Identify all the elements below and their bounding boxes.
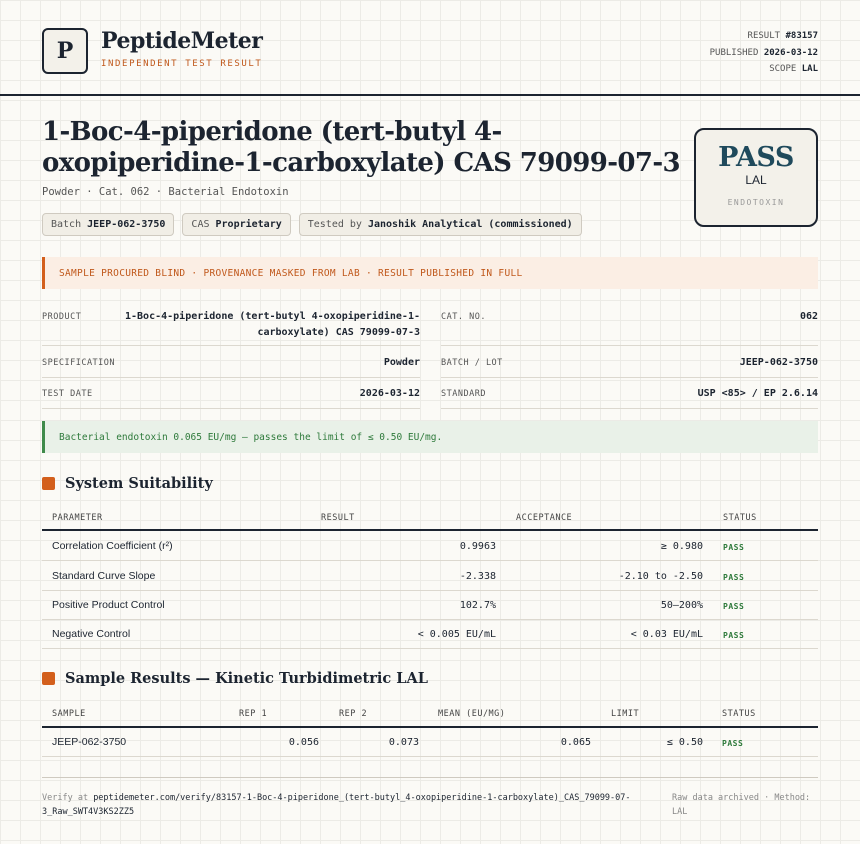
section-title: Sample Results — Kinetic Turbidimetric LAL xyxy=(65,670,428,687)
verify-link[interactable]: peptidemeter.com/verify/83157-1-Boc-4-piperidone_(tert-butyl_4-oxopiperidine-1-carboxylate)_CAS_79099-07-3_Raw_SWT4V3KS2ZZ5 xyxy=(42,793,631,817)
divider xyxy=(441,408,818,409)
column-header: STATUS xyxy=(723,513,757,523)
section-marker-icon xyxy=(42,672,55,685)
status-badge: PASS xyxy=(723,631,745,640)
column-header: REP 2 xyxy=(339,709,368,719)
column-header: PARAMETER xyxy=(52,513,103,523)
sample-cell: JEEP-062-3750 xyxy=(52,736,127,748)
column-header: MEAN (EU/MG) xyxy=(438,709,506,719)
footer-divider xyxy=(42,777,818,778)
test-date-value: 2026-03-12 xyxy=(359,388,420,399)
system-suitability-heading xyxy=(42,475,213,492)
verify-text xyxy=(42,791,652,819)
result-cell: 0.9963 xyxy=(459,541,496,552)
brand-name: PeptideMeter xyxy=(101,28,263,54)
row-divider xyxy=(42,756,818,757)
parameter-cell: Standard Curve Slope xyxy=(52,570,156,582)
chip-label: Tested by xyxy=(307,219,362,230)
verify-prefix: Verify at xyxy=(42,793,89,803)
result-label: RESULT xyxy=(747,31,781,41)
table-header-rule xyxy=(42,529,818,531)
status-badge: PASS xyxy=(723,543,745,552)
acceptance-cell: -2.10 to -2.50 xyxy=(618,571,703,582)
verdict-tag: ENDOTOXIN xyxy=(727,198,785,207)
column-header: LIMIT xyxy=(611,709,640,719)
divider xyxy=(441,377,818,378)
result-meta xyxy=(710,28,818,78)
scope-label: SCOPE xyxy=(769,64,797,74)
column-header: RESULT xyxy=(321,513,355,523)
column-header: REP 1 xyxy=(239,709,268,719)
parameter-cell: Positive Product Control xyxy=(52,599,165,611)
batch-value: JEEP-062-3750 xyxy=(739,357,818,368)
result-cell: -2.338 xyxy=(459,571,496,582)
limit-cell: ≤ 0.50 xyxy=(666,737,703,748)
cat-label: CAT. NO. xyxy=(441,312,486,322)
chip-value: Proprietary xyxy=(215,219,282,230)
section-marker-icon xyxy=(42,477,55,490)
specification-value: Powder xyxy=(383,357,420,368)
verdict-badge xyxy=(694,128,818,227)
chip-label: CAS xyxy=(191,219,210,230)
status-badge: PASS xyxy=(723,573,745,582)
status-badge: PASS xyxy=(722,739,744,748)
published-label: PUBLISHED xyxy=(709,47,759,58)
chip-label: Batch xyxy=(51,219,82,230)
table-header-rule xyxy=(42,726,818,728)
rep1-cell: 0.056 xyxy=(288,737,319,748)
tested-by-chip xyxy=(299,213,582,236)
specification-label: SPECIFICATION xyxy=(42,358,116,368)
brand-tagline: INDEPENDENT TEST RESULT xyxy=(101,59,263,69)
row-divider xyxy=(42,619,818,620)
published-date: 2026-03-12 xyxy=(763,47,818,58)
row-divider xyxy=(42,648,818,649)
test-date-label: TEST DATE xyxy=(42,389,93,399)
divider xyxy=(42,345,420,346)
acceptance-cell: ≥ 0.980 xyxy=(660,541,703,552)
column-header: ACCEPTANCE xyxy=(516,513,573,523)
sample-results-heading xyxy=(42,670,428,687)
result-cell: 102.7% xyxy=(459,600,496,611)
parameter-cell: Correlation Coefficient (r²) xyxy=(52,540,173,552)
chip-value: Janoshik Analytical (commissioned) xyxy=(367,219,573,230)
logo: P xyxy=(42,28,88,74)
standard-label: STANDARD xyxy=(441,389,486,399)
verdict-method: LAL xyxy=(745,173,767,187)
cat-value: 062 xyxy=(799,311,818,322)
result-cell: < 0.005 EU/mL xyxy=(417,629,496,640)
page-title: 1-Boc-4-piperidone (tert-butyl 4-oxopiperidine-1-carboxylate) CAS 79099-07-3 xyxy=(42,117,681,178)
product-label: PRODUCT xyxy=(42,312,82,322)
conclusion-note: Bacterial endotoxin 0.065 EU/mg — passes the limit of ≤ 0.50 EU/mg. xyxy=(42,421,818,453)
divider xyxy=(441,345,818,346)
batch-label: BATCH / LOT xyxy=(441,358,503,368)
row-divider xyxy=(42,590,818,591)
raw-data-note: Raw data archived · Method: LAL xyxy=(672,793,811,817)
divider xyxy=(42,377,420,378)
cas-chip xyxy=(182,213,290,236)
verdict-word: PASS xyxy=(718,142,794,173)
chip-row xyxy=(42,213,582,236)
product-value: 1-Boc-4-piperidone (tert-butyl 4-oxopiperidine-1-carboxylate) CAS 79099-07-3 xyxy=(124,311,420,338)
section-title: System Suitability xyxy=(65,475,213,492)
rep2-cell: 0.073 xyxy=(388,737,419,748)
scope-value: LAL xyxy=(801,64,818,74)
mean-cell: 0.065 xyxy=(560,737,591,748)
chip-value: JEEP-062-3750 xyxy=(87,219,166,230)
acceptance-cell: 50–200% xyxy=(660,600,703,611)
standard-value: USP <85> / EP 2.6.14 xyxy=(697,388,818,399)
row-divider xyxy=(42,560,818,561)
column-header: SAMPLE xyxy=(52,709,86,719)
column-header: STATUS xyxy=(722,709,756,719)
blind-sample-banner: SAMPLE PROCURED BLIND · PROVENANCE MASKED FROM LAB · RESULT PUBLISHED IN FULL xyxy=(42,257,818,289)
result-number: #83157 xyxy=(785,31,818,41)
divider xyxy=(42,408,420,409)
acceptance-cell: < 0.03 EU/mL xyxy=(630,629,703,640)
parameter-cell: Negative Control xyxy=(52,628,131,640)
page-subtitle: Powder · Cat. 062 · Bacterial Endotoxin xyxy=(42,186,289,198)
batch-chip xyxy=(42,213,174,236)
status-badge: PASS xyxy=(723,602,745,611)
report-header xyxy=(0,0,860,96)
